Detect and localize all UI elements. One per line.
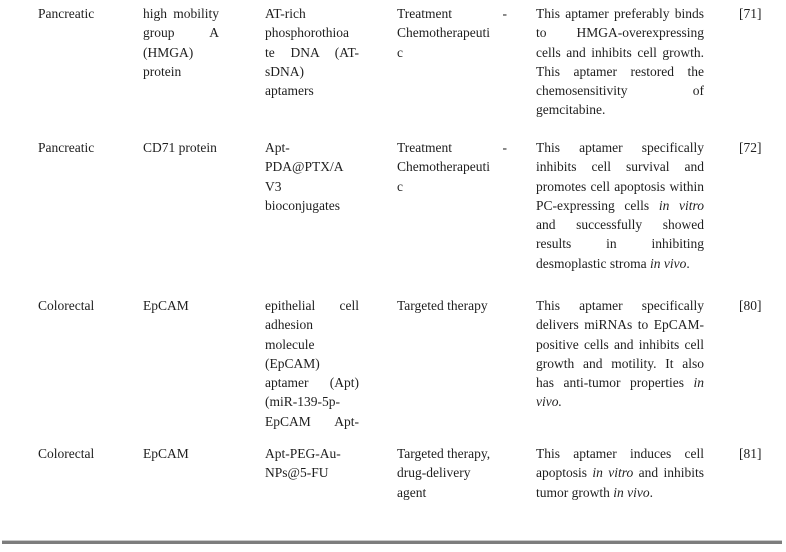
text-line: NPs@5-FU — [265, 465, 329, 481]
cell-treatment-strategy — [397, 4, 507, 62]
text-line: c — [397, 178, 403, 194]
text-line: PDA@PTX/A — [265, 159, 344, 175]
text-line: This aptamer specifically — [536, 298, 704, 313]
cell-description — [536, 296, 704, 412]
text-line: This aptamer restored the — [536, 63, 704, 79]
cell-target-protein — [143, 4, 219, 81]
cell-target-protein — [143, 296, 219, 315]
text-line: c — [397, 44, 403, 60]
cell-aptamer — [265, 444, 359, 483]
text-line: drug-delivery — [397, 465, 471, 481]
cell-aptamer — [265, 138, 359, 215]
text-line: Pancreatic — [38, 140, 95, 155]
text-line: promotes cell apoptosis within — [536, 178, 704, 194]
text-line: [80] — [739, 298, 762, 313]
cell-reference — [739, 444, 784, 463]
cell-target-protein — [143, 138, 219, 157]
aptamer-table — [0, 4, 786, 537]
cell-cancer-type — [38, 296, 133, 315]
text-line: Apt- — [265, 140, 290, 155]
text-line: inhibits cell survival and — [536, 159, 704, 175]
text-line: and successfully showed — [536, 217, 704, 233]
table-row — [0, 4, 786, 138]
text-line: chemosensitivity of — [536, 83, 704, 99]
text-line: epithelial cell — [265, 298, 359, 313]
cell-cancer-type — [38, 4, 133, 23]
cell-aptamer — [265, 296, 359, 431]
text-line: phosphorothioa — [265, 25, 349, 41]
cell-aptamer — [265, 4, 359, 100]
text-line: positive cells and inhibits cell — [536, 336, 704, 352]
text-line: PC-expressing cells in vitro — [536, 197, 704, 213]
cell-reference — [739, 296, 784, 315]
text-line: CD71 protein — [143, 140, 217, 155]
text-line: EpCAM — [143, 446, 189, 461]
text-line: Colorectal — [38, 446, 95, 461]
cell-treatment-strategy — [397, 138, 507, 196]
cell-cancer-type — [38, 444, 133, 463]
text-line: [71] — [739, 6, 762, 21]
text-line: Treatment - — [397, 6, 507, 21]
text-line: Chemotherapeuti — [397, 25, 490, 41]
text-line: sDNA) — [265, 63, 304, 79]
text-line: tumor growth in vivo. — [536, 484, 653, 500]
text-line: Targeted therapy — [397, 298, 488, 313]
text-line: Chemotherapeuti — [397, 159, 490, 175]
text-line: molecule — [265, 336, 315, 352]
cell-reference — [739, 4, 784, 23]
text-line: aptamer (Apt) — [265, 375, 359, 391]
text-line: aptamers — [265, 83, 314, 99]
text-line: gemcitabine. — [536, 102, 606, 118]
text-line: (HMGA) — [143, 44, 194, 60]
text-line: (EpCAM) — [265, 355, 320, 371]
cell-description — [536, 4, 704, 120]
cell-description — [536, 138, 704, 273]
text-line: EpCAM Apt- — [265, 413, 359, 429]
text-line: Pancreatic — [38, 6, 95, 21]
text-line: Targeted therapy, — [397, 446, 491, 461]
text-line: bioconjugates — [265, 197, 340, 213]
text-line: (miR-139-5p- — [265, 394, 340, 410]
text-line: apoptosis in vitro and inhibits — [536, 465, 704, 481]
text-line: Colorectal — [38, 298, 95, 313]
text-line: [72] — [739, 140, 762, 155]
text-line: protein — [143, 63, 182, 79]
cell-treatment-strategy — [397, 444, 507, 502]
table-row — [0, 296, 786, 444]
text-line: cells and inhibits cell growth. — [536, 44, 704, 60]
text-line: This aptamer specifically — [536, 140, 704, 155]
text-line: [81] — [739, 446, 762, 461]
cell-treatment-strategy — [397, 296, 507, 315]
text-line: high mobility — [143, 6, 219, 21]
text-line: EpCAM — [143, 298, 189, 313]
text-line: growth and motility. It also — [536, 355, 704, 371]
text-line: This aptamer preferably binds — [536, 6, 704, 21]
text-line: results in inhibiting — [536, 236, 704, 252]
text-line: Treatment - — [397, 140, 507, 155]
cell-description — [536, 444, 704, 502]
text-line: group A — [143, 25, 219, 41]
cell-cancer-type — [38, 138, 133, 157]
text-line: adhesion — [265, 317, 313, 333]
text-line: delivers miRNAs to EpCAM- — [536, 317, 704, 333]
text-line: V3 — [265, 178, 282, 194]
text-line: desmoplastic stroma in vivo. — [536, 255, 690, 271]
text-line: te DNA (AT- — [265, 44, 359, 60]
cell-target-protein — [143, 444, 219, 463]
text-line: vivo. — [536, 394, 562, 410]
table-row — [0, 444, 786, 537]
text-line: has anti-tumor properties in — [536, 375, 704, 391]
text-line: to HMGA-overexpressing — [536, 25, 704, 41]
cell-reference — [739, 138, 784, 157]
text-line: Apt-PEG-Au- — [265, 446, 341, 461]
text-line: This aptamer induces cell — [536, 446, 704, 461]
text-line: AT-rich — [265, 6, 306, 21]
table-row — [0, 138, 786, 296]
text-line: agent — [397, 484, 427, 500]
table-bottom-rule — [2, 540, 782, 544]
